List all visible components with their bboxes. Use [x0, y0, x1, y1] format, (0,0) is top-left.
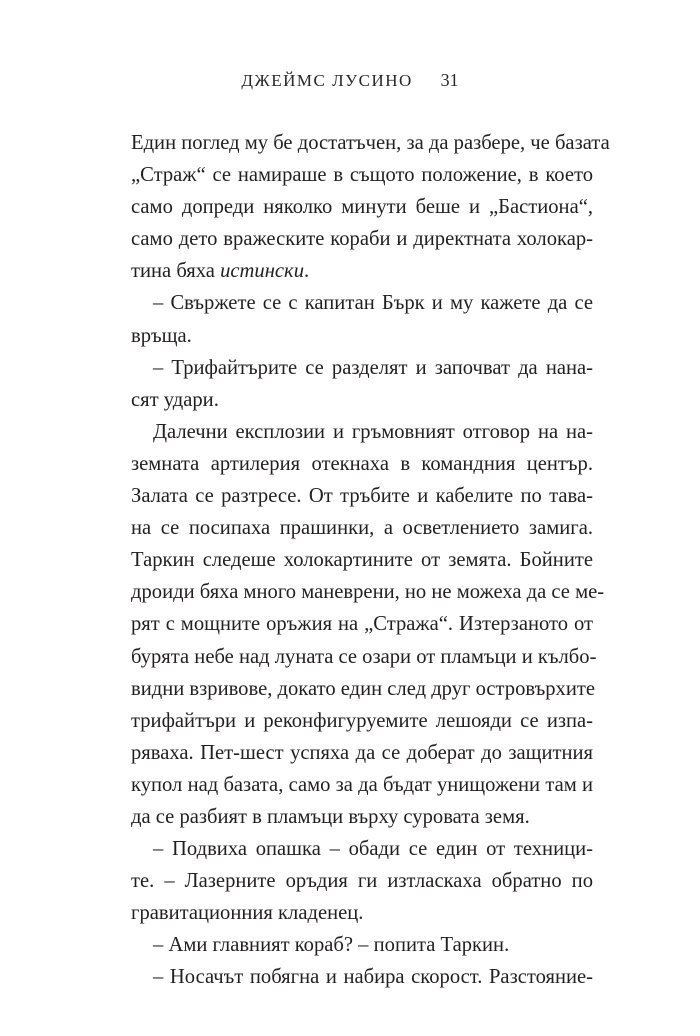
text-line	[131, 320, 593, 352]
text-line	[131, 512, 593, 544]
text-line	[131, 416, 593, 448]
text-line	[131, 961, 593, 993]
text-line	[131, 929, 593, 961]
text-line-content: дроиди бяха много маневрени, но не можеха да се ме-	[131, 581, 605, 604]
text-line-content: Таркин следеше холокартините от земята. Бойните	[131, 549, 593, 572]
text-line-content: да се разбият в пламъци върху суровата земя.	[131, 805, 530, 828]
text-line	[131, 480, 593, 512]
text-line-content: – Носачът побягна и набира скорост. Разстояние-	[153, 966, 593, 989]
emphasis-word: истински	[220, 260, 304, 283]
text-line	[131, 191, 593, 223]
text-line-content: – Трифайтърите се разделят и започват да нана-	[153, 356, 593, 379]
text-line-content: – Свържете се с капитан Бърк и му кажете да се	[153, 292, 593, 315]
text-line-content: бурята небе над луната се озари от пламъци и кълбо-	[131, 645, 597, 668]
text-line-content: на се посипаха прашинки, а осветлението замига.	[131, 517, 593, 540]
body-text	[131, 127, 610, 994]
text-line-content: само дето вражеските кораби и директната холокар-	[131, 228, 593, 251]
text-line-content: те. – Лазерните оръдия ги изтласкаха обратно по	[131, 870, 593, 893]
text-line-tail: .	[304, 260, 310, 283]
text-line	[131, 769, 593, 801]
text-line	[131, 801, 593, 833]
text-line	[131, 159, 593, 191]
text-line	[131, 255, 593, 287]
text-line	[131, 127, 610, 159]
text-line	[131, 384, 593, 416]
text-line	[131, 737, 593, 769]
text-line	[131, 352, 593, 384]
text-line	[131, 705, 593, 737]
text-line	[131, 833, 593, 865]
text-line-content: Далечни експлозии и гръмовният отговор на на-	[153, 420, 593, 443]
text-line	[131, 287, 593, 319]
text-line-content: – Подвиха опашка – обади се един от техници-	[153, 838, 593, 861]
text-line-content: тина бяха	[131, 260, 221, 283]
text-line-content: само допреди няколко минути беше и „Бастиона“,	[131, 196, 593, 219]
running-header	[0, 70, 700, 91]
text-line	[131, 897, 593, 929]
text-line	[131, 223, 593, 255]
text-line-content: – Ами главният кораб? – попита Таркин.	[153, 934, 510, 957]
page-number: 31	[440, 70, 459, 90]
text-line	[131, 544, 593, 576]
text-line-content: купол над базата, само за да бъдат унищожени там и	[131, 773, 593, 796]
text-line-content: видни взривове, докато един след друг островърхите	[131, 677, 596, 700]
text-line-content: „Страж“ се намираше в същото положение, в което	[131, 164, 593, 187]
text-line	[131, 608, 593, 640]
text-line-content: гравитационния кладенец.	[131, 902, 364, 925]
text-line-content: връща.	[131, 324, 192, 347]
text-line-content: Залата се разтресе. От тръбите и кабелите по тава-	[131, 485, 593, 508]
text-line	[131, 448, 593, 480]
text-line-content: Един поглед му бе достатъчен, за да разбере, че базата	[131, 132, 610, 154]
text-line-content: ряваха. Пет-шест успяха да се доберат до защитния	[131, 741, 593, 764]
text-line-content: сят удари.	[131, 388, 219, 411]
text-line-content: земната артилерия отекнаха в командния център.	[131, 452, 593, 475]
header-author: ДЖЕЙМС ЛУСИНО	[241, 71, 413, 90]
text-line	[131, 673, 596, 705]
text-line	[131, 641, 597, 673]
text-line-content: трифайтъри и реконфигуруемите лешояди се изпа-	[131, 709, 593, 732]
text-line-content: рят с мощните оръжия на „Стража“. Изтерзаното от	[131, 613, 593, 636]
text-line	[131, 576, 605, 608]
text-line	[131, 865, 593, 897]
